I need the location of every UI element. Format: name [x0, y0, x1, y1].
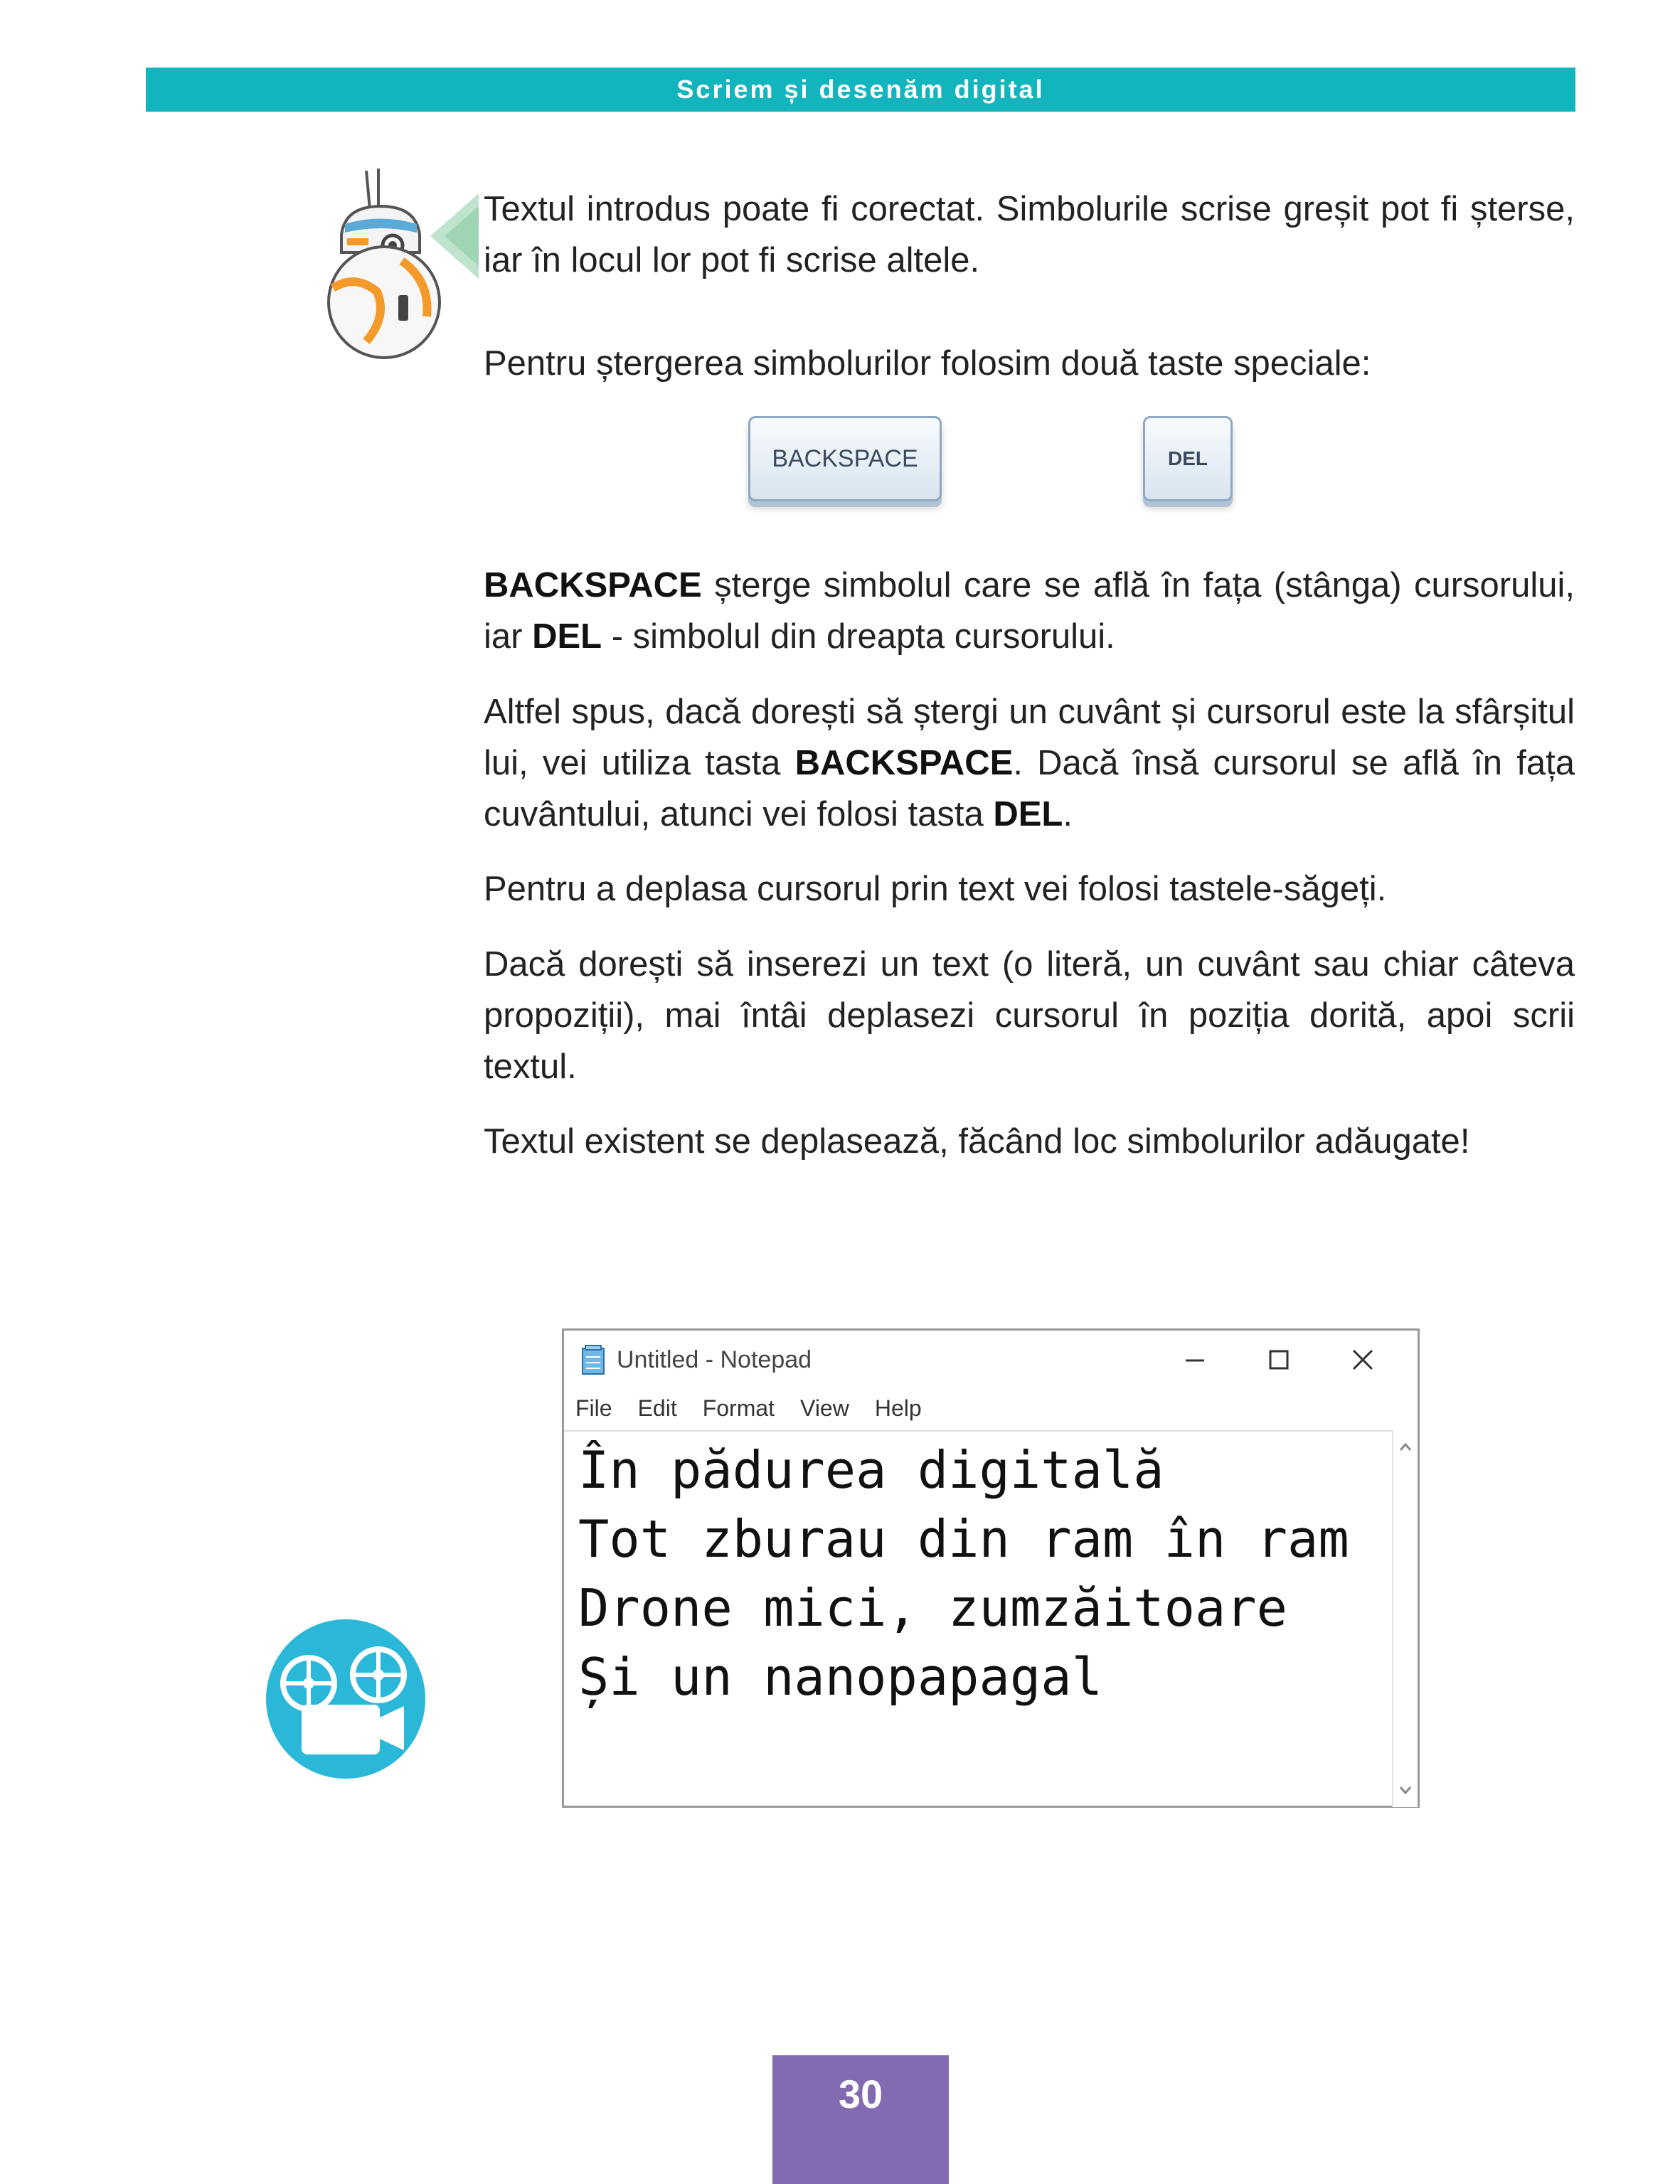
menu-file[interactable]: File [575, 1395, 612, 1421]
notepad-text-area[interactable] [564, 1430, 1396, 1809]
text-line: În pădurea digitală [578, 1440, 1164, 1500]
vertical-scrollbar[interactable] [1392, 1430, 1418, 1807]
text-span: - simbolul din dreapta cursorului. [602, 617, 1115, 656]
insert-paragraph: Dacă dorești să inserezi un text (o literă, un cuvânt sau chiar câteva propoziții), mai întâi deplasezi cursorul în poziția dorită, apoi scrii textul. [484, 945, 1575, 1086]
speech-pointer-icon [430, 193, 479, 279]
notepad-window [562, 1328, 1420, 1808]
scroll-up-icon[interactable] [1393, 1434, 1418, 1459]
del-key-image [1143, 416, 1233, 501]
header-title: Scriem și desenăm digital [676, 75, 1045, 104]
minimize-icon [1183, 1348, 1207, 1372]
menu-format[interactable]: Format [702, 1395, 775, 1421]
page-number: 30 [838, 2072, 883, 2116]
bold-del: DEL [532, 617, 602, 656]
shift-text-paragraph: Textul existent se deplasează, făcând loc simbolurilor adăugate! [484, 1122, 1470, 1161]
del-key-label: DEL [1168, 447, 1208, 469]
menu-edit[interactable]: Edit [637, 1395, 677, 1421]
bold-del: DEL [993, 795, 1063, 833]
text-line: Drone mici, zumzăitoare [578, 1578, 1287, 1638]
text-span: șterge simbolul care se află în fața (stânga) cursorului, iar [484, 566, 1575, 656]
video-projector-icon [265, 1618, 427, 1780]
bold-backspace: BACKSPACE [484, 566, 702, 604]
bold-backspace: BACKSPACE [794, 744, 1014, 782]
backspace-del-paragraph [484, 560, 1575, 662]
minimize-button[interactable] [1153, 1331, 1237, 1389]
text-line: Și un nanopapagal [578, 1647, 1102, 1707]
scroll-down-icon[interactable] [1393, 1779, 1418, 1803]
menu-view[interactable]: View [800, 1395, 849, 1421]
text-span: Altfel spus, dacă dorești să ștergi un cuvânt și cursorul este la sfârșitul lui, vei utiliza tasta [484, 693, 1575, 782]
maximize-button[interactable] [1237, 1331, 1321, 1389]
usage-paragraph [484, 686, 1575, 840]
maximize-icon [1267, 1348, 1291, 1372]
notepad-title: Untitled - Notepad [617, 1346, 812, 1373]
keys-intro-paragraph: Pentru ștergerea simbolurilor folosim două taste speciale: [484, 344, 1371, 383]
notepad-title-bar [564, 1331, 1418, 1389]
page-number-badge [772, 2055, 949, 2184]
backspace-key-image [748, 416, 942, 501]
notepad-app-icon [580, 1344, 608, 1375]
backspace-key-label: BACKSPACE [772, 444, 918, 472]
close-icon [1351, 1348, 1375, 1372]
menu-help[interactable]: Help [874, 1395, 922, 1421]
window-controls [1153, 1331, 1405, 1389]
text-line: Tot zburau din ram în ram [578, 1509, 1349, 1569]
intro-paragraph: Textul introdus poate fi corectat. Simbolurile scrise greșit pot fi șterse, iar în locul lor pot fi scrise altele. [484, 190, 1575, 279]
notepad-menu-bar [575, 1389, 947, 1427]
text-span: . Dacă însă cursorul se află în fața cuvântului, atunci vei folosi tasta [484, 744, 1575, 833]
page-header [146, 68, 1575, 112]
close-button[interactable] [1321, 1331, 1405, 1389]
arrow-keys-paragraph: Pentru a deplasa cursorul prin text vei folosi tastele-săgeți. [484, 870, 1387, 908]
text-span: . [1063, 795, 1073, 833]
